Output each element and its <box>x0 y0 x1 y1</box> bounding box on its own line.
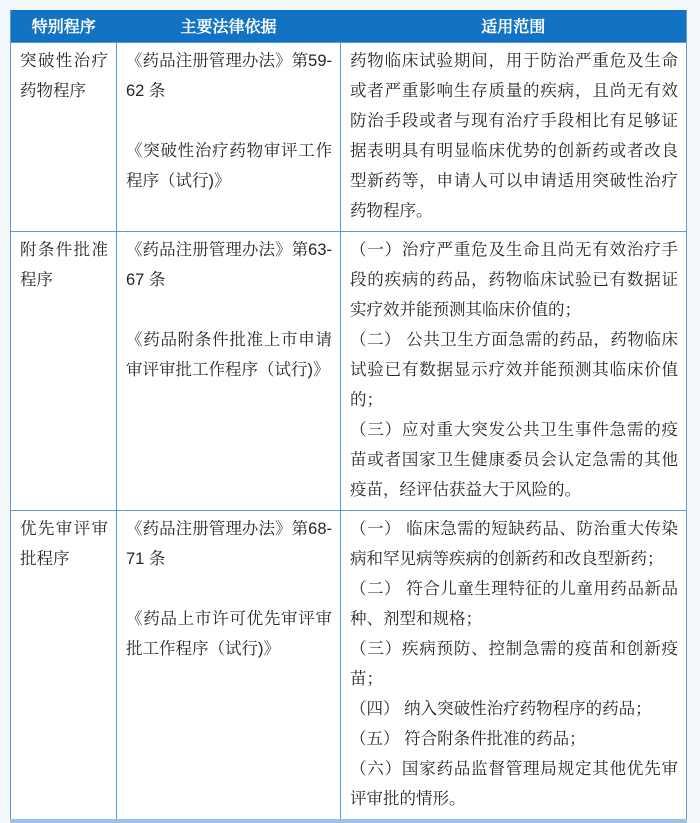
scope-paragraph: （六）国家药品监督管理局规定其他优先审评审批的情形。 <box>350 759 678 808</box>
scope-paragraph: （二） 符合儿童生理特征的儿童用药品新品种、剂型和规格； <box>350 579 678 628</box>
scope-paragraph: （一）治疗严重危及生命且尚无有效治疗手段的疾病的药品，药物临床试验已有数据证实疗效并能预测其临床价值的； <box>350 240 678 319</box>
scope-paragraph: （二） 公共卫生方面急需的药品，药物临床试验已有数据显示疗效并能预测其临床价值的； <box>350 330 678 409</box>
scope-paragraph: 药物临床试验期间，用于防治严重危及生命或者严重影响生存质量的疾病，且尚无有效防治手段或者与现有治疗手段相比有足够证据表明具有明显临床优势的创新药或者改良型新药等，申请人可以申请适用突破性治疗药物程序。 <box>350 51 678 220</box>
header-col-legal-basis: 主要法律依据 <box>117 10 341 42</box>
legal-basis-paragraph: 《药品注册管理办法》第63-67 条 <box>126 240 332 289</box>
legal-basis-paragraph: 《药品上市许可优先审评审批工作程序（试行)》 <box>126 609 332 658</box>
scope-paragraph: （一） 临床急需的短缺药品、防治重大传染病和罕见病等疾病的创新药和改良型新药； <box>350 519 678 568</box>
scope-paragraph: （三）应对重大突发公共卫生事件急需的疫苗或者国家卫生健康委员会认定急需的其他疫苗，经评估获益大于风险的。 <box>350 420 678 499</box>
cell-scope <box>341 510 687 821</box>
cell-legal-basis <box>117 231 341 510</box>
scope-paragraph: （四） 纳入突破性治疗药物程序的药品； <box>350 699 652 718</box>
table-header-row <box>11 10 687 42</box>
page <box>10 10 686 823</box>
table-row-breakthrough-therapy <box>11 42 687 231</box>
cell-procedure: 附条件批准程序 <box>11 231 117 510</box>
cell-legal-basis <box>117 42 341 231</box>
cell-procedure: 突破性治疗药物程序 <box>11 42 117 231</box>
cell-scope <box>341 231 687 510</box>
scope-paragraph: （三）疾病预防、控制急需的疫苗和创新疫苗； <box>350 639 678 688</box>
legal-basis-paragraph: 《药品注册管理办法》第68-71 条 <box>126 519 332 568</box>
cell-legal-basis <box>117 510 341 821</box>
legal-basis-paragraph: 《药品附条件批准上市申请审评审批工作程序（试行)》 <box>126 330 332 379</box>
scope-paragraph: （五） 符合附条件批准的药品； <box>350 729 586 748</box>
cell-procedure: 优先审评审批程序 <box>11 510 117 821</box>
header-col-procedure: 特别程序 <box>11 10 117 42</box>
cell-scope <box>341 42 687 231</box>
table-row-conditional-approval <box>11 231 687 510</box>
table-row-priority-review <box>11 510 687 821</box>
legal-basis-paragraph: 《药品注册管理办法》第59-62 条 <box>126 51 332 100</box>
header-col-scope: 适用范围 <box>341 10 687 42</box>
procedures-table <box>10 10 687 823</box>
legal-basis-paragraph: 《突破性治疗药物审评工作程序（试行)》 <box>126 141 332 190</box>
